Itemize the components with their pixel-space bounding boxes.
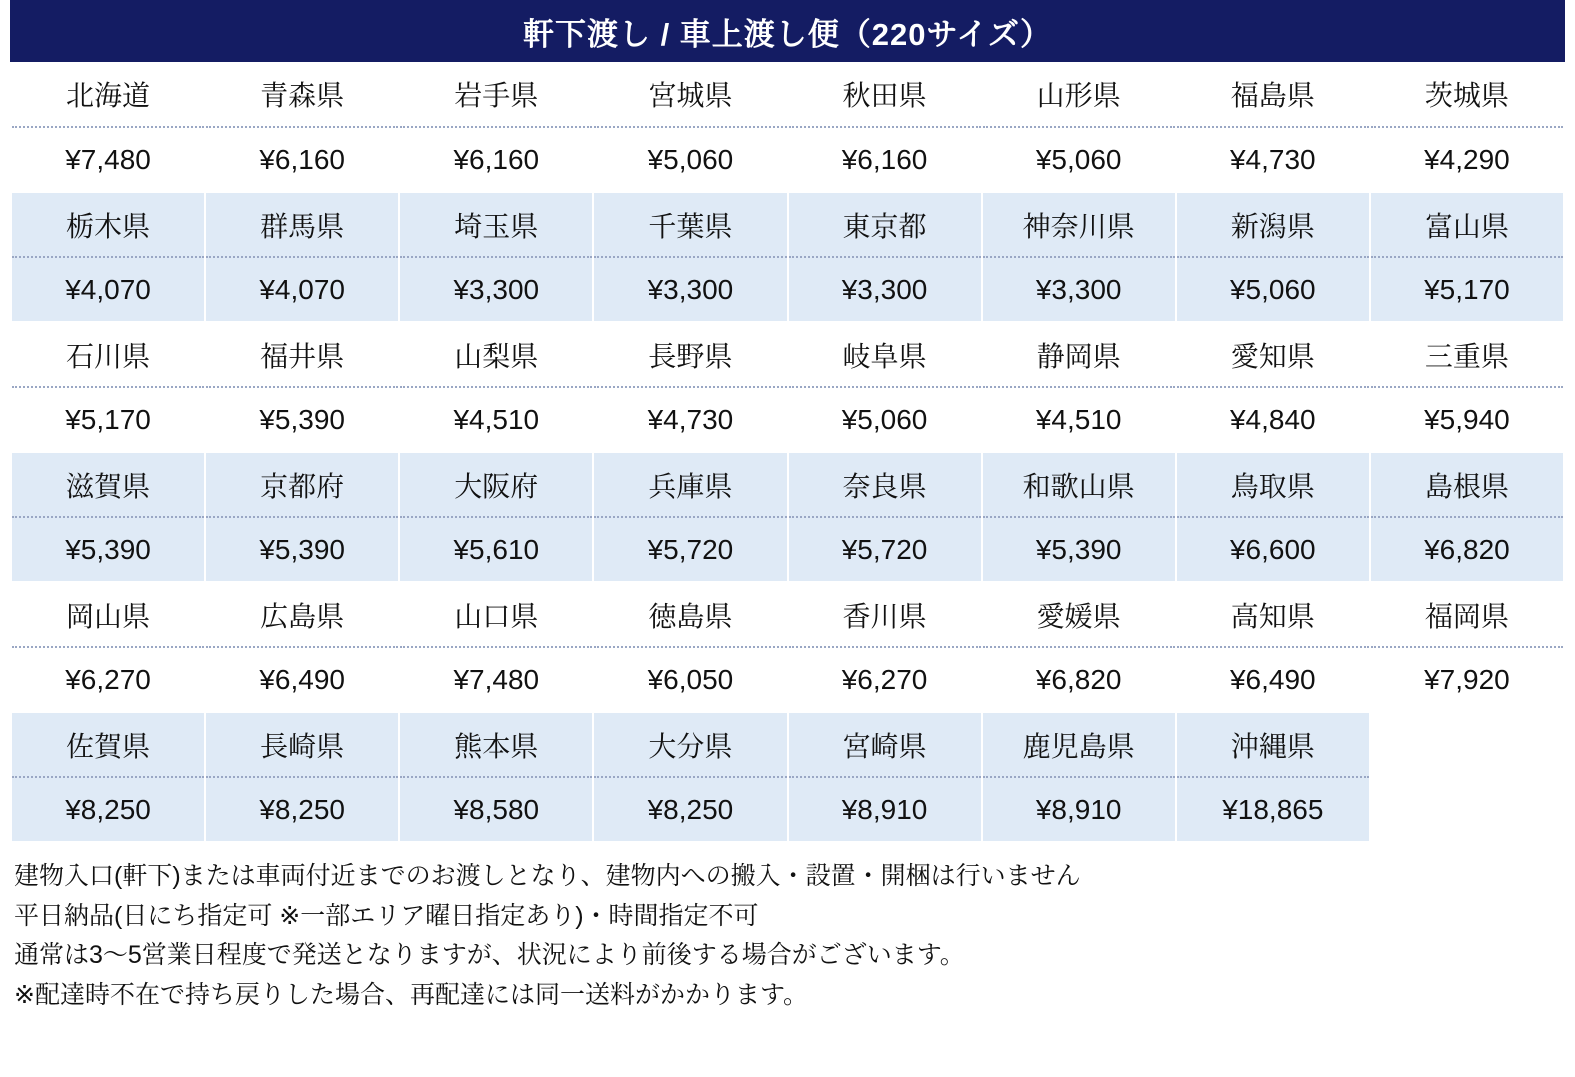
price-cell: ¥5,170 [1370, 257, 1564, 322]
table-row [11, 517, 1564, 582]
price-cell: ¥4,510 [399, 387, 593, 452]
note-line: ※配達時不在で持ち戻りした場合、再配達には同一送料がかかります。 [14, 980, 808, 1009]
table-row [11, 62, 1564, 127]
table-row [11, 192, 1564, 257]
table-row [11, 322, 1564, 387]
table-row [11, 712, 1564, 777]
pref-cell: 大阪府 [399, 452, 593, 517]
price-cell: ¥3,300 [788, 257, 982, 322]
price-cell: ¥8,250 [11, 777, 205, 842]
price-cell: ¥5,940 [1370, 387, 1564, 452]
pref-cell: 奈良県 [788, 452, 982, 517]
pref-cell: 沖縄県 [1176, 712, 1370, 777]
price-cell: ¥5,060 [1176, 257, 1370, 322]
pref-cell: 山形県 [982, 62, 1176, 127]
pref-cell: 岡山県 [11, 582, 205, 647]
pref-cell: 神奈川県 [982, 192, 1176, 257]
pref-cell: 和歌山県 [982, 452, 1176, 517]
pref-cell: 愛知県 [1176, 322, 1370, 387]
pref-cell: 宮城県 [593, 62, 787, 127]
price-cell: ¥5,170 [11, 387, 205, 452]
price-cell: ¥7,920 [1370, 647, 1564, 712]
table-row [11, 777, 1564, 842]
table-row [11, 127, 1564, 192]
price-cell: ¥5,060 [982, 127, 1176, 192]
note-line: 建物入口(軒下)または車両付近までのお渡しとなり、建物内への搬入・設置・開梱は行いません [14, 862, 1081, 890]
price-cell: ¥6,270 [11, 647, 205, 712]
price-cell: ¥4,070 [205, 257, 399, 322]
pref-cell: 群馬県 [205, 192, 399, 257]
pref-cell: 三重県 [1370, 322, 1564, 387]
price-cell: ¥3,300 [399, 257, 593, 322]
price-cell: ¥6,600 [1176, 517, 1370, 582]
table-row [11, 452, 1564, 517]
price-cell: ¥5,390 [982, 517, 1176, 582]
pref-cell: 長野県 [593, 322, 787, 387]
pref-cell: 福岡県 [1370, 582, 1564, 647]
pref-cell: 山口県 [399, 582, 593, 647]
price-cell: ¥8,250 [593, 777, 787, 842]
price-cell: ¥4,730 [593, 387, 787, 452]
price-cell: ¥6,270 [788, 647, 982, 712]
price-cell: ¥8,250 [205, 777, 399, 842]
price-cell: ¥5,390 [11, 517, 205, 582]
pref-cell: 北海道 [11, 62, 205, 127]
price-cell: ¥5,060 [593, 127, 787, 192]
note-line: 通常は3〜5営業日程度で発送となりますが、状況により前後する場合がございます。 [14, 941, 965, 969]
pref-cell: 福島県 [1176, 62, 1370, 127]
pref-cell: 鳥取県 [1176, 452, 1370, 517]
price-cell: ¥4,510 [982, 387, 1176, 452]
pref-cell: 千葉県 [593, 192, 787, 257]
price-cell: ¥5,390 [205, 387, 399, 452]
price-cell: ¥6,050 [593, 647, 787, 712]
pref-cell: 岐阜県 [788, 322, 982, 387]
pref-cell: 大分県 [593, 712, 787, 777]
price-cell: ¥3,300 [982, 257, 1176, 322]
table-row [11, 647, 1564, 712]
pref-cell: 静岡県 [982, 322, 1176, 387]
page-title: 軒下渡し / 車上渡し便（220サイズ） [10, 0, 1565, 62]
note-line: 平日納品(日にち指定可 ※一部エリア曜日指定あり)・時間指定不可 [14, 901, 759, 930]
price-cell: ¥4,290 [1370, 127, 1564, 192]
price-cell: ¥7,480 [399, 647, 593, 712]
pref-cell: 佐賀県 [11, 712, 205, 777]
price-cell: ¥6,820 [1370, 517, 1564, 582]
pref-cell: 岩手県 [399, 62, 593, 127]
price-cell: ¥5,720 [593, 517, 787, 582]
pref-cell: 島根県 [1370, 452, 1564, 517]
price-cell: ¥5,390 [205, 517, 399, 582]
pref-cell: 福井県 [205, 322, 399, 387]
pref-cell: 栃木県 [11, 192, 205, 257]
pref-cell: 京都府 [205, 452, 399, 517]
price-cell: ¥8,910 [788, 777, 982, 842]
price-cell: ¥4,070 [11, 257, 205, 322]
price-cell: ¥4,840 [1176, 387, 1370, 452]
pref-cell: 香川県 [788, 582, 982, 647]
table-row [11, 387, 1564, 452]
pref-cell: 山梨県 [399, 322, 593, 387]
notes-section [14, 859, 1561, 1013]
price-cell: ¥6,160 [788, 127, 982, 192]
pref-cell: 兵庫県 [593, 452, 787, 517]
pref-cell: 新潟県 [1176, 192, 1370, 257]
price-cell: ¥18,865 [1176, 777, 1370, 842]
pref-cell: 徳島県 [593, 582, 787, 647]
pref-cell: 茨城県 [1370, 62, 1564, 127]
pref-cell: 東京都 [788, 192, 982, 257]
pref-cell: 愛媛県 [982, 582, 1176, 647]
price-cell: ¥8,910 [982, 777, 1176, 842]
pref-cell: 広島県 [205, 582, 399, 647]
price-cell: ¥6,490 [205, 647, 399, 712]
price-cell: ¥8,580 [399, 777, 593, 842]
price-cell: ¥5,720 [788, 517, 982, 582]
pref-cell: 埼玉県 [399, 192, 593, 257]
pref-cell: 宮崎県 [788, 712, 982, 777]
pref-cell: 富山県 [1370, 192, 1564, 257]
pref-cell: 滋賀県 [11, 452, 205, 517]
fee-table-body [11, 62, 1564, 842]
price-cell: ¥6,820 [982, 647, 1176, 712]
pref-cell: 秋田県 [788, 62, 982, 127]
pref-cell: 青森県 [205, 62, 399, 127]
table-row [11, 257, 1564, 322]
price-cell-empty [1370, 777, 1564, 842]
table-row [11, 582, 1564, 647]
price-cell: ¥5,610 [399, 517, 593, 582]
price-cell: ¥6,160 [205, 127, 399, 192]
price-cell: ¥5,060 [788, 387, 982, 452]
price-cell: ¥3,300 [593, 257, 787, 322]
pref-cell-empty [1370, 712, 1564, 777]
pref-cell: 熊本県 [399, 712, 593, 777]
shipping-fee-table [10, 62, 1565, 843]
pref-cell: 高知県 [1176, 582, 1370, 647]
price-cell: ¥6,490 [1176, 647, 1370, 712]
pref-cell: 石川県 [11, 322, 205, 387]
price-cell: ¥7,480 [11, 127, 205, 192]
pref-cell: 鹿児島県 [982, 712, 1176, 777]
price-cell: ¥4,730 [1176, 127, 1370, 192]
price-cell: ¥6,160 [399, 127, 593, 192]
pref-cell: 長崎県 [205, 712, 399, 777]
